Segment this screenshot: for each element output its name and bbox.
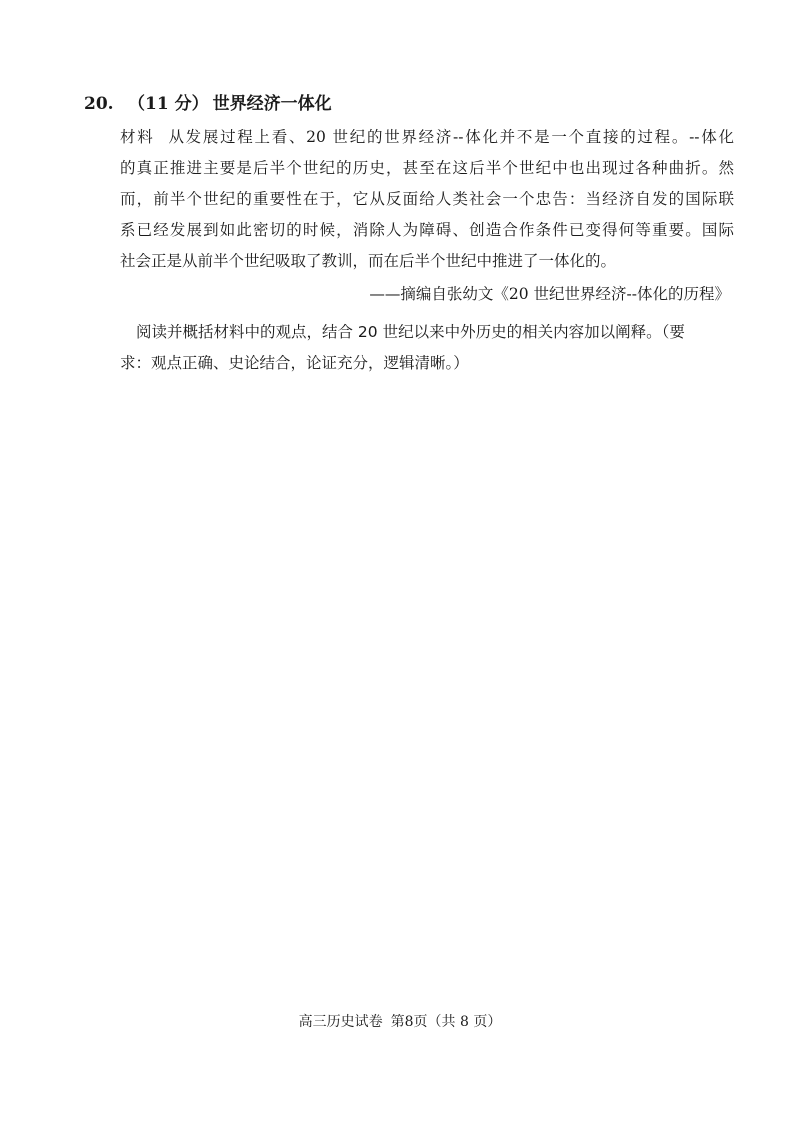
material-label: 材料 [120,128,155,146]
page-footer [0,1012,800,1032]
question-header [84,90,734,118]
question-score: （11 分） [128,94,209,114]
question-number: 20. [84,94,114,114]
question-20 [84,90,734,379]
material-block [84,122,734,277]
task-instructions [84,317,734,379]
page-number: 第8页（共 8 页） [390,1014,502,1030]
material-source: ——摘编自张幼文《20 世纪世界经济--体化的历程》 [369,285,730,303]
material-line: 社会正是从前半个世纪吸取了教训，而在后半个世纪中推进了一体化的。 [120,252,617,270]
material-line: 的真正推进主要是后半个世纪的历史，甚至在这后半个世纪中也出现过各种曲折。然 [120,159,734,177]
task-line: 阅读并概括材料中的观点，结合 20 世纪以来中外历史的相关内容加以阐释。（要 [136,323,685,341]
material-line: 而，前半个世纪的重要性在于，它从反面给人类社会一个忠告：当经济自发的国际联 [120,190,734,208]
task-line: 求：观点正确、史论结合，论证充分，逻辑清晰。） [120,354,469,372]
exam-name: 高三历史试卷 [298,1014,383,1030]
question-title: 世界经济一体化 [212,94,332,114]
material-line: 材料 从发展过程上看、20 世纪的世界经济--体化并不是一个直接的过程。--体化 [120,128,734,146]
material-line: 系已经发展到如此密切的时候，消除人为障碍、创造合作条件已变得何等重要。国际 [120,221,734,239]
